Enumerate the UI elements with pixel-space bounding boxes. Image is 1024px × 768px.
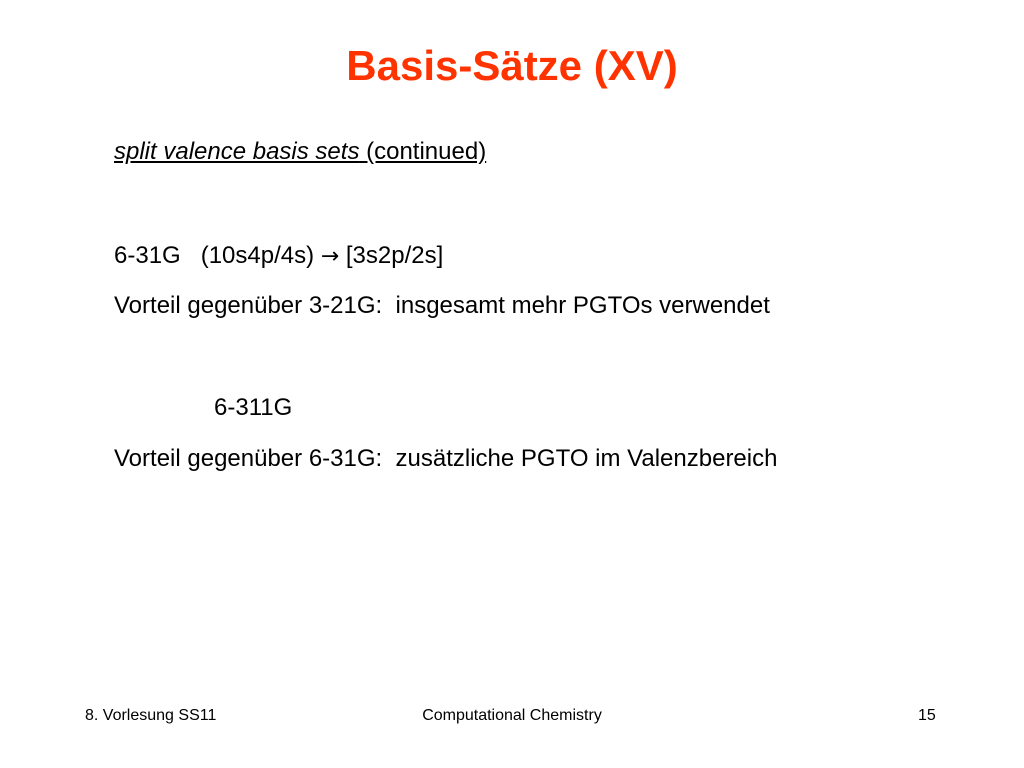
subtitle [114,137,486,167]
slide-title: Basis-Sätze (XV) [346,42,678,89]
basis-set-6311g: 6-311G [214,394,293,421]
footer-course: Computational Chemistry [422,707,602,724]
subtitle-rest: (continued) [359,138,487,165]
basis-set-631g-line [114,241,443,272]
subtitle-italic: split valence basis sets [114,138,360,165]
advantage-631g: Vorteil gegenüber 3-21G: insgesamt mehr PGTOs verwendet [114,292,770,319]
right-arrow-icon: → [320,244,340,269]
footer-page-number: 15 [918,707,936,724]
basis-set-631g-contraction: 6-31G (10s4p/4s) [114,242,321,269]
footer-lecture: 8. Vorlesung SS11 [85,707,217,724]
basis-set-631g-result: [3s2p/2s] [339,242,444,269]
advantage-6311g: Vorteil gegenüber 6-31G: zusätzliche PGTO im Valenzbereich [114,445,778,472]
